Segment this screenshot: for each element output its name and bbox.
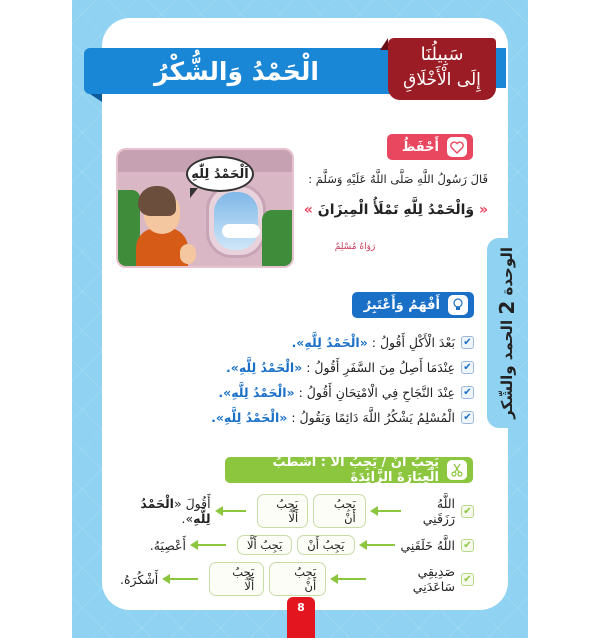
unit-prefix: الوحدة — [498, 247, 516, 296]
item-highlight: «الْحَمْدُ لِلَّهِ». — [218, 385, 295, 400]
understand-list — [180, 330, 474, 430]
boy-hand — [180, 244, 196, 264]
row-premise: صَدِيقِي سَاعَدَنِي — [412, 564, 455, 594]
unit-number: 2 — [495, 300, 519, 315]
lesson-title: الْحَمْدُ وَالشُّكْرُ — [154, 56, 319, 86]
row-result: أَعْصِيَهُ. — [149, 537, 186, 553]
boy-hair — [138, 186, 176, 216]
option-must-not[interactable]: يَجِبُ أَلَّا — [237, 535, 292, 555]
exercise-row — [120, 494, 474, 528]
scissors-icon — [447, 460, 467, 480]
option-must-not[interactable]: يَجِبُ أَلَّا — [257, 494, 308, 528]
item-highlight: «الْحَمْدُ لِلَّهِ». — [211, 410, 288, 425]
checkbox-icon: ✔ — [461, 573, 474, 586]
series-line-2: إِلَى الْأَخْلَاقِ — [403, 70, 481, 90]
hadith-narrator: رَوَاهُ مُسْلِمٌ — [334, 242, 376, 252]
item-text: بَعْدَ الْأَكْلِ أَقُولُ : — [371, 335, 455, 350]
exercise-rows — [120, 494, 474, 596]
arrow-icon — [164, 578, 198, 580]
option-must[interactable]: يَجِبُ أَنْ — [269, 562, 326, 596]
speech-bubble-tail — [190, 188, 198, 198]
exercise-row — [120, 528, 474, 562]
plane-window — [206, 184, 266, 258]
row-premise: اللَّهُ خَلَقَنِي — [400, 537, 455, 553]
item-text: عِنْدَ النَّجَاحِ فِي الْامْتِحَانِ أَقُولُ : — [298, 385, 455, 400]
title-bar-edge — [496, 48, 506, 88]
memorize-label: أَحْفَظُ — [401, 139, 439, 155]
row-result: أَشْكُرَهُ. — [120, 571, 159, 587]
item-text: الْمُسْلِمُ يَشْكُرُ اللَّهَ دَائِمًا وَيَقُولُ : — [291, 410, 455, 425]
checkbox-icon: ✔ — [461, 505, 474, 518]
tag-fold — [380, 38, 388, 50]
item-text: عِنْدَمَا أَصِلُ مِنَ السَّفَرِ أَقُولُ : — [306, 360, 455, 375]
unit-tab-label — [486, 240, 528, 426]
exercise-badge — [225, 457, 473, 483]
memorize-badge — [387, 134, 473, 160]
item-highlight: «الْحَمْدُ لِلَّهِ». — [291, 335, 368, 350]
list-item — [180, 355, 474, 380]
illustration-boy-on-plane — [116, 148, 294, 268]
hadith-intro: قَالَ رَسُولُ اللَّهِ صَلَّى اللَّهُ عَلَيْهِ وَسَلَّمَ : — [308, 172, 488, 186]
checkbox-icon: ✔ — [461, 539, 474, 552]
ribbon-fold — [90, 94, 102, 102]
arrow-icon — [217, 510, 247, 512]
checkbox-icon: ✔ — [461, 386, 474, 399]
quote-close: » — [303, 202, 313, 218]
series-tag — [388, 38, 496, 100]
list-item — [180, 380, 474, 405]
row-result: أَقُولَ «الْحَمْدُ لِلَّهِ». — [140, 496, 211, 526]
understand-badge — [352, 292, 474, 318]
hadith-text — [296, 202, 488, 218]
series-line-1: سَبِيلُنَا — [420, 44, 464, 65]
heart-icon — [447, 137, 467, 157]
list-item — [180, 330, 474, 355]
lightbulb-icon — [448, 295, 468, 315]
unit-name: الحمد والشّكر — [498, 319, 516, 419]
arrow-icon — [192, 544, 226, 546]
row-premise: اللَّهُ رَزَقَنِي — [422, 496, 455, 526]
quote-open: « — [478, 202, 488, 218]
understand-label: أَفْهَمُ وَأَعْتَبِرُ — [363, 297, 440, 313]
lesson-title-bar — [84, 48, 402, 94]
arrow-icon — [332, 578, 366, 580]
checkbox-icon: ✔ — [461, 411, 474, 424]
option-must[interactable]: يَجِبُ أَنْ — [313, 494, 366, 528]
page-number: 8 — [287, 597, 315, 638]
item-highlight: «الْحَمْدُ لِلَّهِ». — [226, 360, 303, 375]
option-must[interactable]: يَجِبُ أَنْ — [297, 535, 354, 555]
exercise-row — [120, 562, 474, 596]
checkbox-icon: ✔ — [461, 336, 474, 349]
option-must-not[interactable]: يَجِبُ أَلَّا — [209, 562, 264, 596]
list-item — [180, 405, 474, 430]
exercise-label: يَجِبُ أَنْ / يَجِبُ أَلَّا : أَشْطُبُ الْعِبَارَةَ الزَّائِدَةَ — [272, 455, 439, 485]
speech-bubble: اَلْحَمْدُ لِلّٰهِ — [186, 156, 254, 192]
arrow-icon — [361, 544, 395, 546]
arrow-icon — [372, 510, 402, 512]
hadith-body: وَالْحَمْدُ لِلَّهِ تَمْلَأُ الْمِيزَانَ — [317, 202, 475, 218]
checkbox-icon: ✔ — [461, 361, 474, 374]
seat-right — [262, 210, 292, 268]
